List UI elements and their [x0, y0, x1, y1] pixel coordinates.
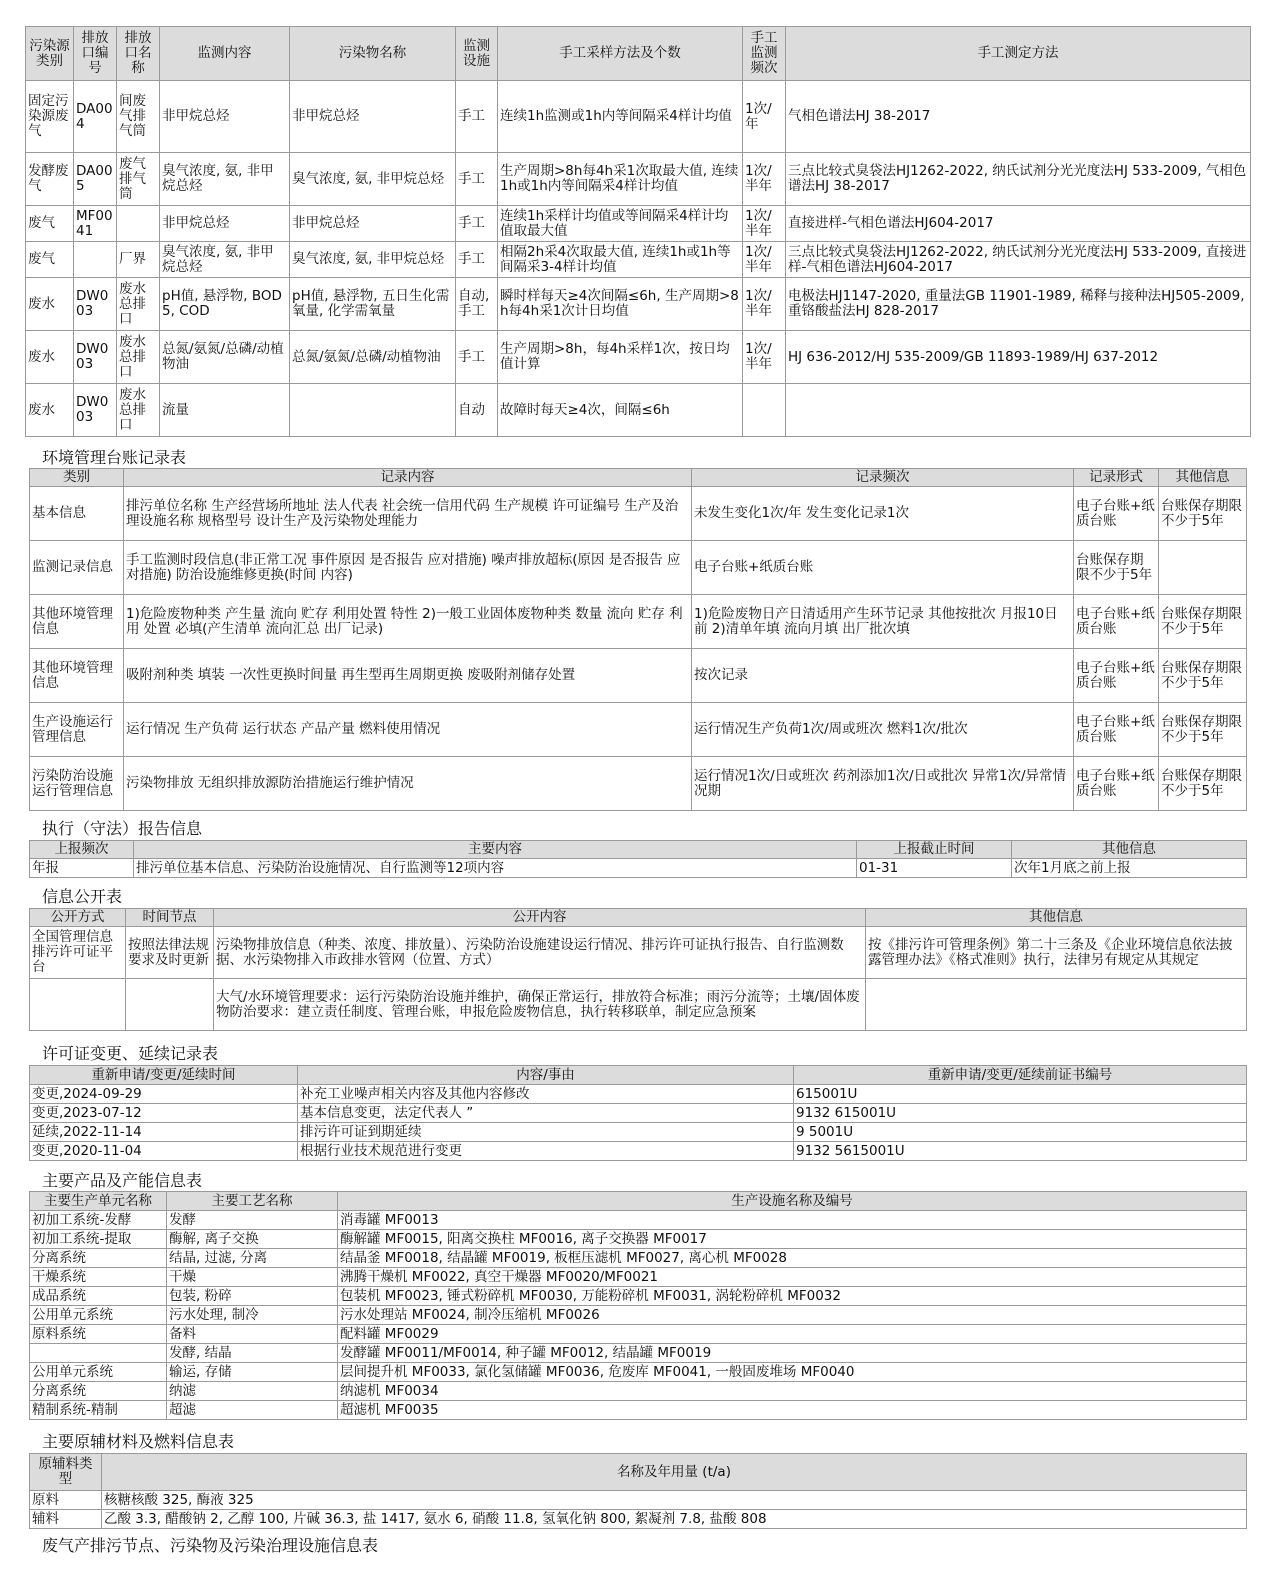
- table-cell: 延续,2022-11-14: [30, 1123, 298, 1142]
- table-cell: 生产周期>8h，每4h采样1次，按日均值计算: [498, 331, 743, 384]
- col-header: 重新申请/变更/延续时间: [30, 1066, 298, 1085]
- table-row: [30, 1123, 1247, 1142]
- table-cell: 电子台账+纸质台账: [1074, 595, 1159, 649]
- table-cell: 臭气浓度, 氨, 非甲烷总烃: [290, 153, 456, 206]
- table-row: [30, 757, 1247, 811]
- table-row: [26, 242, 1251, 278]
- table-cell: 废水总排口: [117, 384, 160, 437]
- table-cell: 分离系统: [30, 1249, 167, 1268]
- table-cell: 监测记录信息: [30, 541, 124, 595]
- table-cell: 大气/水环境管理要求：运行污染防治设施并维护，确保正常运行，排放符合标准；雨污分流等；土壤/固体废物防治要求：建立责任制度、管理台账，申报危险废物信息，执行转移联单，制定应急预案: [214, 979, 866, 1031]
- table-cell: 纳滤: [167, 1382, 338, 1401]
- table-row: [30, 927, 1247, 979]
- table-row: [26, 153, 1251, 206]
- col-header: 手工采样方法及个数: [498, 27, 743, 81]
- table-cell: 废水总排口: [117, 278, 160, 331]
- section-title-permit: 许可证变更、延续记录表: [42, 1044, 219, 1063]
- table-cell: 结晶釜 MF0018, 结晶罐 MF0019, 板框压滤机 MF0027, 离心机 MF0028: [338, 1249, 1247, 1268]
- table-cell: MF0041: [74, 206, 117, 242]
- table-cell: 相隔2h采4次取最大值, 连续1h或1h等间隔采3-4样计均值: [498, 242, 743, 278]
- table-row: [30, 1085, 1247, 1104]
- table-cell: 发酵废气: [26, 153, 74, 206]
- col-header: 手工测定方法: [786, 27, 1251, 81]
- section-title-emissions: 废气产排污节点、污染物及污染治理设施信息表: [42, 1536, 379, 1555]
- table-cell: 运行情况1次/日或班次 药剂添加1次/日或批次 异常1次/异常情况期: [692, 757, 1074, 811]
- table-cell: 非甲烷总烃: [160, 81, 290, 153]
- table-cell: 1次/半年: [743, 331, 786, 384]
- table-cell: 按照法律法规要求及时更新: [126, 927, 214, 979]
- col-header: 排放口编号: [74, 27, 117, 81]
- table-cell: 总氮/氨氮/总磷/动植物油: [160, 331, 290, 384]
- table-cell: 电子台账+纸质台账: [692, 541, 1074, 595]
- col-header: 原辅料类型: [30, 1454, 102, 1491]
- table-row: [30, 1401, 1247, 1420]
- col-header: 上报截止时间: [857, 841, 1012, 859]
- table-cell: 运行情况生产负荷1次/周或班次 燃料1次/批次: [692, 703, 1074, 757]
- table-cell: 自动: [456, 384, 498, 437]
- table-cell: 1次/半年: [743, 206, 786, 242]
- table-row: [30, 979, 1247, 1031]
- table-row: [30, 1306, 1247, 1325]
- col-header: 其他信息: [1012, 841, 1247, 859]
- col-header: 主要生产单元名称: [30, 1192, 167, 1211]
- table-cell: 电子台账+纸质台账: [1074, 487, 1159, 541]
- col-header: 其他信息: [1159, 469, 1247, 487]
- table-cell: pH值, 悬浮物, BOD5, COD: [160, 278, 290, 331]
- table-cell: 干燥: [167, 1268, 338, 1287]
- table-row: [30, 1249, 1247, 1268]
- materials-table: [29, 1453, 1247, 1529]
- table-cell: 排污单位基本信息、污染防治设施情况、自行监测等12项内容: [134, 859, 857, 878]
- table-cell: 废气: [26, 242, 74, 278]
- table-cell: 废水: [26, 331, 74, 384]
- table-cell: 初加工系统-发酵: [30, 1211, 167, 1230]
- table-cell: 配料罐 MF0029: [338, 1325, 1247, 1344]
- col-header: 名称及年用量 (t/a): [102, 1454, 1247, 1491]
- table-cell: 污水处理, 制冷: [167, 1306, 338, 1325]
- table-cell: 全国管理信息排污许可证平台: [30, 927, 126, 979]
- table-cell: 酶解, 离子交换: [167, 1230, 338, 1249]
- table-cell: 1次/半年: [743, 242, 786, 278]
- report-table: [29, 840, 1247, 878]
- table-row: [30, 1104, 1247, 1123]
- table-cell: 电子台账+纸质台账: [1074, 757, 1159, 811]
- table-cell: 超滤机 MF0035: [338, 1401, 1247, 1420]
- table-row: [30, 649, 1247, 703]
- table-cell: 吸附剂种类 填装 一次性更换时间量 再生型再生周期更换 废吸附剂储存处置: [124, 649, 692, 703]
- table-cell: 废水: [26, 278, 74, 331]
- table-cell: [126, 979, 214, 1031]
- table-cell: 流量: [160, 384, 290, 437]
- table-row: [30, 1325, 1247, 1344]
- table-cell: 三点比较式臭袋法HJ1262-2022, 纳氏试剂分光光度法HJ 533-2009, 气相色谱法HJ 38-2017: [786, 153, 1251, 206]
- table-cell: 运行情况 生产负荷 运行状态 产品产量 燃料使用情况: [124, 703, 692, 757]
- col-header: 公开方式: [30, 909, 126, 927]
- table-cell: 基本信息变更，法定代表人 ”: [298, 1104, 794, 1123]
- table-cell: 其他环境管理信息: [30, 595, 124, 649]
- table-cell: 废水总排口: [117, 331, 160, 384]
- table-cell: [30, 1344, 167, 1363]
- table-cell: 公用单元系统: [30, 1306, 167, 1325]
- table-cell: 9 5001U: [794, 1123, 1247, 1142]
- table-cell: 原料: [30, 1491, 102, 1510]
- table-cell: 1次/半年: [743, 278, 786, 331]
- disclosure-table: [29, 908, 1247, 1031]
- table-cell: 固定污染源废气: [26, 81, 74, 153]
- section-title-report: 执行（守法）报告信息: [42, 819, 203, 838]
- table-row: [30, 1287, 1247, 1306]
- table-cell: [743, 384, 786, 437]
- table-cell: 初加工系统-提取: [30, 1230, 167, 1249]
- table-cell: 发酵: [167, 1211, 338, 1230]
- permit-table: [29, 1065, 1247, 1161]
- table-cell: 手工: [456, 81, 498, 153]
- table-cell: 根据行业技术规范进行变更: [298, 1142, 794, 1161]
- table-cell: 成品系统: [30, 1287, 167, 1306]
- table-cell: DW003: [74, 331, 117, 384]
- table-row: [30, 595, 1247, 649]
- col-header: 时间节点: [126, 909, 214, 927]
- table-cell: 核糖核酸 325, 酶液 325: [102, 1491, 1247, 1510]
- table-cell: 电子台账+纸质台账: [1074, 649, 1159, 703]
- table-cell: 包装, 粉碎: [167, 1287, 338, 1306]
- table-cell: 基本信息: [30, 487, 124, 541]
- table-cell: 1次/年: [743, 81, 786, 153]
- col-header: 主要工艺名称: [167, 1192, 338, 1211]
- col-header: 记录内容: [124, 469, 692, 487]
- table-cell: 干燥系统: [30, 1268, 167, 1287]
- col-header: 类别: [30, 469, 124, 487]
- table-cell: 9132 5615001U: [794, 1142, 1247, 1161]
- col-header: 手工监测频次: [743, 27, 786, 81]
- table-row: [30, 1344, 1247, 1363]
- table-cell: 包装机 MF0023, 锤式粉碎机 MF0030, 万能粉碎机 MF0031, 涡轮粉碎机 MF0032: [338, 1287, 1247, 1306]
- section-title-materials: 主要原辅材料及燃料信息表: [42, 1432, 235, 1451]
- table-row: [30, 859, 1247, 878]
- table-cell: 615001U: [794, 1085, 1247, 1104]
- col-header: 内容/事由: [298, 1066, 794, 1085]
- table-cell: 台账保存期限不少于5年: [1159, 757, 1247, 811]
- table-cell: 臭气浓度, 氨, 非甲烷总烃: [290, 242, 456, 278]
- table-cell: [30, 979, 126, 1031]
- table-cell: 污染物排放 无组织排放源防治措施运行维护情况: [124, 757, 692, 811]
- table-cell: 输运, 存储: [167, 1363, 338, 1382]
- table-cell: 其他环境管理信息: [30, 649, 124, 703]
- table-row: [26, 384, 1251, 437]
- table-cell: 生产周期>8h每4h采1次取最大值, 连续1h或1h内等间隔采4样计均值: [498, 153, 743, 206]
- table-cell: 厂界: [117, 242, 160, 278]
- table-cell: 乙酸 3.3, 醋酸钠 2, 乙醇 100, 片碱 36.3, 盐 1417, 氨水 6, 硝酸 11.8, 氢氧化钠 800, 絮凝剂 7.8, 盐酸 808: [102, 1510, 1247, 1529]
- table-cell: 废气排气筒: [117, 153, 160, 206]
- table-cell: 臭气浓度, 氨, 非甲烷总烃: [160, 153, 290, 206]
- col-header: 上报频次: [30, 841, 134, 859]
- table-cell: 直接进样-气相色谱法HJ604-2017: [786, 206, 1251, 242]
- table-cell: DA004: [74, 81, 117, 153]
- table-row: [30, 1268, 1247, 1287]
- table-row: [30, 703, 1247, 757]
- table-row: [30, 1230, 1247, 1249]
- table-cell: 未发生变化1次/年 发生变化记录1次: [692, 487, 1074, 541]
- table-cell: 手工监测时段信息(非正常工况 事件原因 是否报告 应对措施) 噪声排放超标(原因 是否报告 应对措施) 防治设施维修更换(时间 内容): [124, 541, 692, 595]
- products-table: [29, 1191, 1247, 1420]
- table-row: [30, 541, 1247, 595]
- table-cell: 消毒罐 MF0013: [338, 1211, 1247, 1230]
- col-header: 污染源类别: [26, 27, 74, 81]
- table-cell: 三点比较式臭袋法HJ1262-2022, 纳氏试剂分光光度法HJ 533-2009, 直接进样-气相色谱法HJ604-2017: [786, 242, 1251, 278]
- table-cell: 排污单位名称 生产经营场所地址 法人代表 社会统一信用代码 生产规模 许可证编号 生产及治理设施名称 规格型号 设计生产及污染物处理能力: [124, 487, 692, 541]
- table-cell: HJ 636-2012/HJ 535-2009/GB 11893-1989/HJ 637-2012: [786, 331, 1251, 384]
- table-cell: 电极法HJ1147-2020, 重量法GB 11901-1989, 稀释与接种法HJ505-2009, 重铬酸盐法HJ 828-2017: [786, 278, 1251, 331]
- table-cell: [786, 384, 1251, 437]
- monitoring-table: [25, 26, 1251, 437]
- table-cell: 污染防治设施运行管理信息: [30, 757, 124, 811]
- table-cell: 按《排污许可管理条例》第二十三条及《企业环境信息依法披露管理办法》《格式准则》执行，法律另有规定从其规定: [866, 927, 1247, 979]
- table-cell: 自动, 手工: [456, 278, 498, 331]
- table-cell: 电子台账+纸质台账: [1074, 703, 1159, 757]
- table-cell: 废水: [26, 384, 74, 437]
- table-cell: 辅料: [30, 1510, 102, 1529]
- table-row: [30, 1363, 1247, 1382]
- table-cell: DW003: [74, 384, 117, 437]
- col-header: 监测设施: [456, 27, 498, 81]
- table-cell: 排污许可证到期延续: [298, 1123, 794, 1142]
- table-cell: 臭气浓度, 氨, 非甲烷总烃: [160, 242, 290, 278]
- col-header: 污染物名称: [290, 27, 456, 81]
- table-cell: DA005: [74, 153, 117, 206]
- col-header: 生产设施名称及编号: [338, 1192, 1247, 1211]
- table-cell: [1159, 541, 1247, 595]
- table-cell: 补充工业噪声相关内容及其他内容修改: [298, 1085, 794, 1104]
- table-cell: 手工: [456, 206, 498, 242]
- table-cell: 瞬时样每天≥4次间隔≤6h, 生产周期>8h每4h采1次计日均值: [498, 278, 743, 331]
- col-header: 监测内容: [160, 27, 290, 81]
- table-cell: 故障时每天≥4次，间隔≤6h: [498, 384, 743, 437]
- table-cell: 污染物排放信息（种类、浓度、排放量）、污染防治设施建设运行情况、排污许可证执行报告、自行监测数据、水污染物排入市政排水管网（位置、方式）: [214, 927, 866, 979]
- col-header: 记录频次: [692, 469, 1074, 487]
- table-row: [30, 1211, 1247, 1230]
- table-row: [26, 206, 1251, 242]
- table-cell: [74, 242, 117, 278]
- table-cell: 手工: [456, 242, 498, 278]
- col-header: 其他信息: [866, 909, 1247, 927]
- table-cell: 生产设施运行管理信息: [30, 703, 124, 757]
- table-row: [26, 278, 1251, 331]
- table-cell: 酶解罐 MF0015, 阳离交换柱 MF0016, 离子交换器 MF0017: [338, 1230, 1247, 1249]
- table-cell: 沸腾干燥机 MF0022, 真空干燥器 MF0020/MF0021: [338, 1268, 1247, 1287]
- table-cell: 连续1h采样计均值或等间隔采4样计均值取最大值: [498, 206, 743, 242]
- section-title-products: 主要产品及产能信息表: [42, 1171, 203, 1190]
- table-cell: 01-31: [857, 859, 1012, 878]
- table-cell: 发酵, 结晶: [167, 1344, 338, 1363]
- table-cell: pH值, 悬浮物, 五日生化需氧量, 化学需氧量: [290, 278, 456, 331]
- col-header: 主要内容: [134, 841, 857, 859]
- table-cell: 精制系统-精制: [30, 1401, 167, 1420]
- table-cell: 台账保存期限不少于5年: [1159, 703, 1247, 757]
- table-cell: 年报: [30, 859, 134, 878]
- table-cell: 台账保存期限不少于5年: [1159, 487, 1247, 541]
- table-cell: [866, 979, 1247, 1031]
- col-header: 重新申请/变更/延续前证书编号: [794, 1066, 1247, 1085]
- table-cell: 台账保存期限不少于5年: [1074, 541, 1159, 595]
- table-cell: 公用单元系统: [30, 1363, 167, 1382]
- table-cell: [290, 384, 456, 437]
- table-cell: 废气: [26, 206, 74, 242]
- table-cell: 总氮/氨氮/总磷/动植物油: [290, 331, 456, 384]
- table-cell: 连续1h监测或1h内等间隔采4样计均值: [498, 81, 743, 153]
- table-row: [30, 1142, 1247, 1161]
- section-title-ledger: 环境管理台账记录表: [42, 448, 187, 467]
- table-cell: 气相色谱法HJ 38-2017: [786, 81, 1251, 153]
- col-header: 排放口名称: [117, 27, 160, 81]
- table-row: [26, 81, 1251, 153]
- table-cell: 超滤: [167, 1401, 338, 1420]
- table-cell: 9132 615001U: [794, 1104, 1247, 1123]
- table-cell: 分离系统: [30, 1382, 167, 1401]
- table-cell: 台账保存期限不少于5年: [1159, 649, 1247, 703]
- table-row: [30, 1510, 1247, 1529]
- table-cell: 备料: [167, 1325, 338, 1344]
- table-row: [30, 1382, 1247, 1401]
- table-cell: 手工: [456, 153, 498, 206]
- table-cell: [117, 206, 160, 242]
- table-cell: 次年1月底之前上报: [1012, 859, 1247, 878]
- table-cell: 变更,2020-11-04: [30, 1142, 298, 1161]
- table-cell: 手工: [456, 331, 498, 384]
- table-cell: 发酵罐 MF0011/MF0014, 种子罐 MF0012, 结晶罐 MF0019: [338, 1344, 1247, 1363]
- table-cell: 1次/半年: [743, 153, 786, 206]
- table-cell: 非甲烷总烃: [290, 81, 456, 153]
- table-row: [30, 1491, 1247, 1510]
- table-cell: 变更,2024-09-29: [30, 1085, 298, 1104]
- table-row: [26, 331, 1251, 384]
- table-cell: 1)危险废物日产日清适用产生环节记录 其他按批次 月报10日前 2)清单年填 流向月填 出厂批次填: [692, 595, 1074, 649]
- table-cell: 间废气排气筒: [117, 81, 160, 153]
- table-row: [30, 487, 1247, 541]
- table-cell: 非甲烷总烃: [160, 206, 290, 242]
- table-cell: 非甲烷总烃: [290, 206, 456, 242]
- table-cell: 层间提升机 MF0033, 氯化氢储罐 MF0036, 危废库 MF0041, 一般固废堆场 MF0040: [338, 1363, 1247, 1382]
- ledger-table: [29, 468, 1247, 811]
- table-cell: 台账保存期限不少于5年: [1159, 595, 1247, 649]
- table-cell: 变更,2023-07-12: [30, 1104, 298, 1123]
- table-cell: 污水处理站 MF0024, 制冷压缩机 MF0026: [338, 1306, 1247, 1325]
- table-cell: 纳滤机 MF0034: [338, 1382, 1247, 1401]
- section-title-disclosure: 信息公开表: [42, 887, 123, 906]
- table-cell: 1)危险废物种类 产生量 流向 贮存 利用处置 特性 2)一般工业固体废物种类 数量 流向 贮存 利用 处置 必填(产生清单 流向汇总 出厂记录): [124, 595, 692, 649]
- table-cell: 结晶, 过滤, 分离: [167, 1249, 338, 1268]
- table-cell: 原料系统: [30, 1325, 167, 1344]
- col-header: 记录形式: [1074, 469, 1159, 487]
- col-header: 公开内容: [214, 909, 866, 927]
- table-cell: 按次记录: [692, 649, 1074, 703]
- table-cell: DW003: [74, 278, 117, 331]
